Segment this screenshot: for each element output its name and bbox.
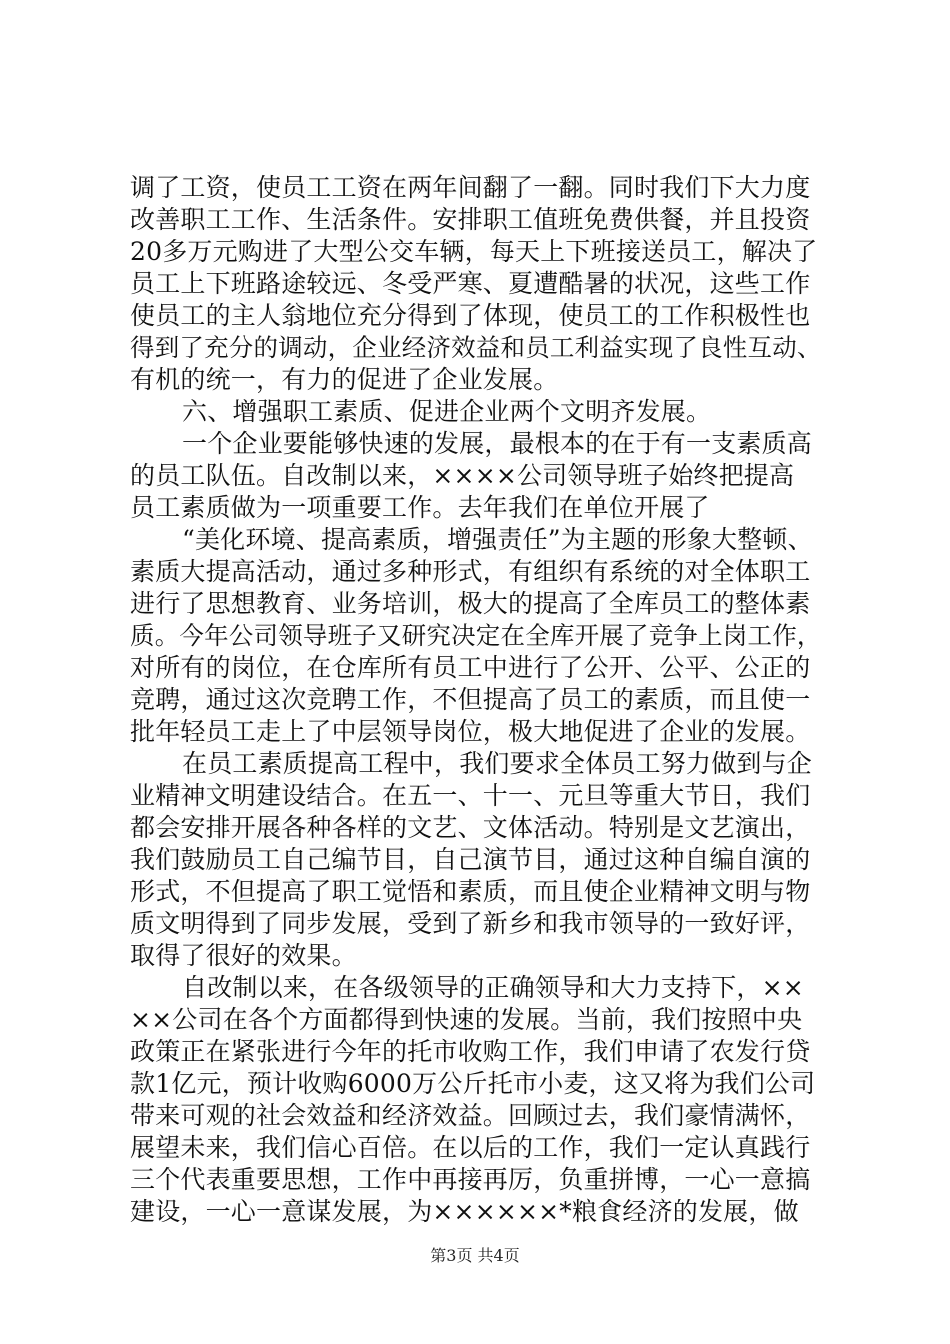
text-line: 使员工的主人翁地位充分得到了体现，使员工的工作积极性也 bbox=[130, 301, 811, 330]
text-line: 改善职工工作、生活条件。安排职工值班免费供餐，并且投资 bbox=[130, 205, 811, 234]
text-line: 质文明得到了同步发展，受到了新乡和我市领导的一致好评， bbox=[130, 909, 811, 938]
text-line: 进行了思想教育、业务培训，极大的提高了全库员工的整体素 bbox=[130, 589, 811, 618]
text-line: 批年轻员工走上了中层领导岗位，极大地促进了企业的发展。 bbox=[130, 717, 811, 746]
text-line: 展望未来，我们信心百倍。在以后的工作，我们一定认真践行 bbox=[130, 1133, 811, 1162]
text-line: 建设，一心一意谋发展，为××××××*粮食经济的发展，做 bbox=[130, 1197, 799, 1226]
text-line: 竞聘，通过这次竞聘工作，不但提高了员工的素质，而且使一 bbox=[130, 685, 811, 714]
text-line: 质。今年公司领导班子又研究决定在全库开展了竞争上岗工作， bbox=[130, 621, 822, 650]
text-line: 六、增强职工素质、促进企业两个文明齐发展。 bbox=[182, 397, 712, 426]
text-line: “美化环境、提高素质，增强责任”为主题的形象大整顿、 bbox=[182, 525, 813, 554]
text-line: 一个企业要能够快速的发展，最根本的在于有一支素质高 bbox=[182, 429, 813, 458]
text-line: 在员工素质提高工程中，我们要求全体员工努力做到与企 bbox=[182, 749, 813, 778]
text-line: 得到了充分的调动，企业经济效益和员工利益实现了良性互动、 bbox=[130, 333, 822, 362]
text-line: 的员工队伍。自改制以来，××××公司领导班子始终把提高 bbox=[130, 461, 795, 490]
text-line: 取得了很好的效果。 bbox=[130, 941, 357, 970]
text-line: 政策正在紧张进行今年的托市收购工作，我们申请了农发行贷 bbox=[130, 1037, 811, 1066]
text-line: 形式，不但提高了职工觉悟和素质，而且使企业精神文明与物 bbox=[130, 877, 811, 906]
text-line: 员工素质做为一项重要工作。去年我们在单位开展了 bbox=[130, 493, 710, 522]
text-line: 业精神文明建设结合。在五一、十一、元旦等重大节日，我们 bbox=[130, 781, 811, 810]
text-line: 三个代表重要思想，工作中再接再厉，负重拼博，一心一意搞 bbox=[130, 1165, 811, 1194]
text-line: 调了工资，使员工工资在两年间翻了一翻。同时我们下大力度 bbox=[130, 173, 811, 202]
text-line: 带来可观的社会效益和经济效益。回顾过去，我们豪情满怀， bbox=[130, 1101, 811, 1130]
text-line: 对所有的岗位，在仓库所有员工中进行了公开、公平、公正的 bbox=[130, 653, 811, 682]
text-line: 自改制以来，在各级领导的正确领导和大力支持下，×× bbox=[182, 973, 804, 1002]
text-line: 员工上下班路途较远、冬受严寒、夏遭酷暑的状况，这些工作 bbox=[130, 269, 811, 298]
text-line: 款1亿元，预计收购6000万公斤托市小麦，这又将为我们公司 bbox=[130, 1069, 816, 1098]
text-line: 都会安排开展各种各样的文艺、文体活动。特别是文艺演出， bbox=[130, 813, 811, 842]
page-footer: 第3页 共4页 bbox=[430, 1246, 520, 1265]
text-line: 我们鼓励员工自己编节目，自己演节目，通过这种自编自演的 bbox=[130, 845, 811, 874]
text-line: 素质大提高活动，通过多种形式，有组织有系统的对全体职工 bbox=[130, 557, 811, 586]
document-body bbox=[130, 172, 830, 1228]
text-line: 20多万元购进了大型公交车辆，每天上下班接送员工，解决了 bbox=[130, 237, 818, 266]
text-line: 有机的统一，有力的促进了企业发展。 bbox=[130, 365, 559, 394]
text-line: ××公司在各个方面都得到快速的发展。当前，我们按照中央 bbox=[130, 1005, 803, 1034]
